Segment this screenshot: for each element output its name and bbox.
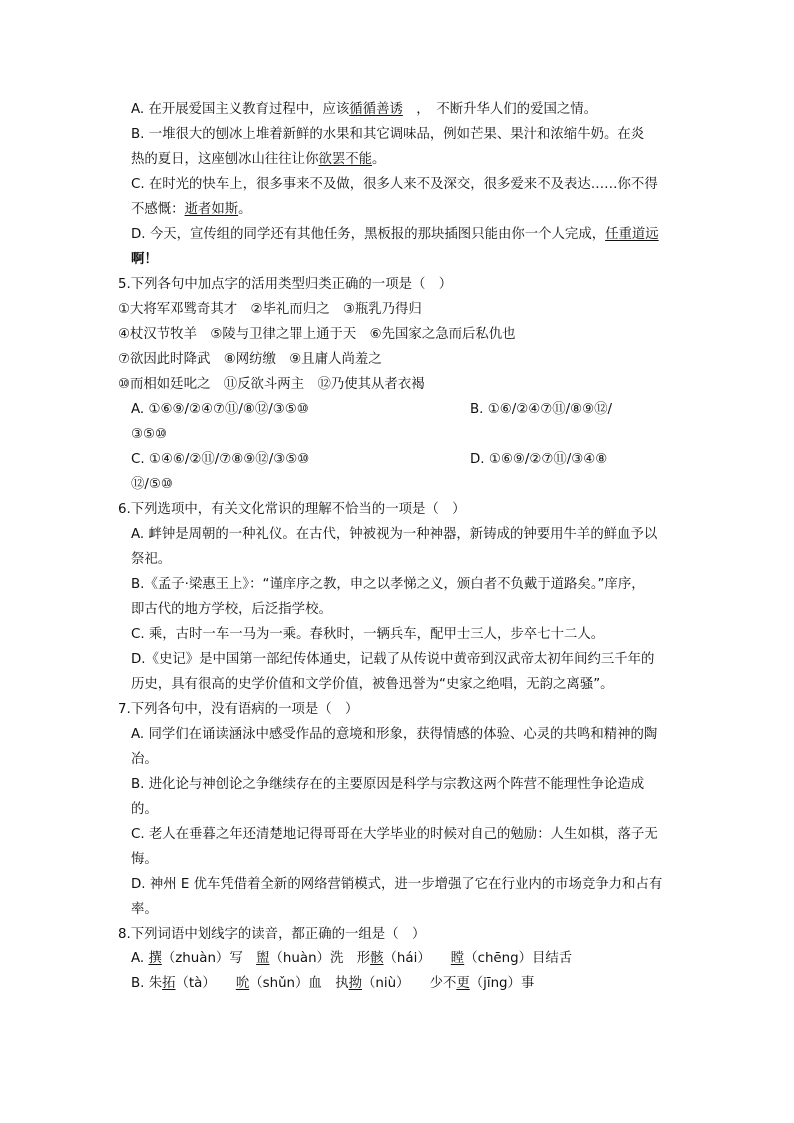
- q8-b-w4-rest: （jīng）事: [469, 976, 535, 991]
- q6-option-b-line1: B.《孟子·梁惠王上》：“谨庠序之教，申之以孝悌之义，颁白者不负戴于道路矣。”庠序，: [131, 577, 645, 592]
- q4-b-underlined: 欲罢不能: [318, 152, 373, 167]
- q8-b-w3-pre: 执: [335, 976, 349, 991]
- q8-a-w3-pre: 形: [356, 951, 371, 966]
- q7-option-a-line2: 冶。: [131, 752, 158, 767]
- q4-d-prefix: D. 今天，宣传组的同学还有其他任务，黑板报的那块插图只能由你一个人完成，: [131, 227, 606, 242]
- q7-option-b-line1: B. 进化论与神创论之争继续存在的主要原因是科学与宗教这两个阵营不能理性争论造成: [131, 777, 645, 792]
- q4-d-underlined: 任重道远: [605, 227, 659, 242]
- q4-c-prefix: 不感慨：: [131, 202, 185, 217]
- q8-a-w2-rest: （huàn）洗: [269, 951, 344, 966]
- q4-b-prefix: 热的夏日，这座刨冰山往往让你: [131, 152, 319, 167]
- q6-option-d-line2: 历史，具有很高的史学价值和文学价值，被鲁迅誉为“史家之绝唱，无韵之离骚”。: [131, 677, 614, 692]
- q6-option-a-line1: A. 衅钟是周朝的一种礼仪。在古代，钟被视为一种神器，新铸成的钟要用牛羊的鲜血予以: [131, 527, 658, 542]
- q8-b-w2-char: 吮: [235, 976, 250, 991]
- q8-a-w1-char: 撰: [148, 951, 162, 966]
- q8-a-label: A.: [131, 951, 145, 966]
- q8-stem: 8.下列词语中划线字的读音，都正确的一组是（ ）: [118, 927, 426, 942]
- q6-option-a-line2: 祭祀。: [131, 552, 172, 567]
- q5-stem: 5.下列各句中加点字的活用类型归类正确的一项是（ ）: [118, 277, 453, 292]
- q8-b-w4-pre: 少不: [429, 976, 457, 991]
- q6-stem: 6.下列选项中，有关文化常识的理解不恰当的一项是（ ）: [118, 502, 466, 517]
- q4-c-suffix: 。: [238, 202, 252, 217]
- q8-b-w1-char: 拓: [162, 976, 176, 991]
- q8-b-w2-rest: （shǔn）血: [249, 976, 322, 991]
- q4-option-b-line1: B. 一堆很大的刨冰上堆着新鲜的水果和其它调味品，例如芒果、果汁和浓缩牛奶。在炎: [131, 127, 645, 142]
- q8-option-a: [131, 949, 572, 969]
- q5-option-c: C. ①④⑥/②⑪/⑦⑧⑨⑫/③⑤⑩: [131, 452, 310, 467]
- q5-option-a: A. ①⑥⑨/②④⑦⑪/⑧⑫/③⑤⑩: [131, 402, 309, 417]
- q4-option-a: [131, 100, 597, 120]
- q8-b-w1-rest: （tà）: [175, 976, 210, 991]
- q5-sentences-row4: ⑩而相如廷叱之 ⑪反欲斗两主 ⑫乃使其从者衣褐: [118, 377, 425, 392]
- q4-option-d-line1: [131, 225, 659, 245]
- q7-option-b-line2: 的。: [131, 802, 158, 817]
- q8-a-w1-rest: （zhuàn）写: [161, 951, 243, 966]
- q8-a-w2-char: 盥: [256, 951, 270, 966]
- q8-b-w3-char: 拗: [348, 976, 362, 991]
- q7-stem: 7.下列各句中，没有语病的一项是（ ）: [118, 702, 359, 717]
- q6-option-d-line1: D.《史记》是中国第一部纪传体通史，记载了从传说中黄帝到汉武帝太初年间约三千年的: [131, 652, 655, 667]
- q8-b-w3-rest: （niù）: [362, 976, 403, 991]
- q8-a-w4-char: 瞠: [450, 951, 465, 966]
- q6-option-b-line2: 即古代的地方学校，后泛指学校。: [131, 602, 332, 617]
- q8-b-label: B.: [131, 976, 145, 991]
- q8-a-w3-char: 骸: [370, 951, 384, 966]
- q5-option-d-line2: ⑫/⑤⑩: [131, 477, 173, 492]
- q5-sentences-row1: ①大将军邓骘奇其才 ②毕礼而归之 ③瓶乳乃得归: [118, 302, 422, 317]
- q4-option-c-line1: C. 在时光的快车上，很多事来不及做，很多人来不及深交，很多爱来不及表达……你不得: [131, 177, 658, 192]
- q5-sentences-row3: ⑦欲因此时降武 ⑧网纺缴 ⑨且庸人尚羞之: [118, 352, 382, 367]
- q7-option-d-line1: D. 神州 E 优车凭借着全新的网络营销模式，进一步增强了它在行业内的市场竞争力和占有: [131, 877, 663, 892]
- q4-c-underlined: 逝者如斯: [184, 202, 239, 217]
- q4-a-prefix: A. 在开展爱国主义教育过程中，应该: [131, 102, 350, 117]
- q4-a-suffix: ， 不断升华人们的爱国之情。: [402, 102, 598, 117]
- q8-a-w3-rest: （hái）: [383, 951, 425, 966]
- q7-option-a-line1: A. 同学们在诵读涵泳中感受作品的意境和形象，获得情感的体验、心灵的共鸣和精神的陶: [131, 727, 658, 742]
- q7-option-c-line1: C. 老人在垂暮之年还清楚地记得哥哥在大学毕业的时候对自己的勉励：人生如棋，落子无: [131, 827, 658, 842]
- q5-option-d-line1: D. ①⑥⑨/②⑦⑪/③④⑧: [470, 452, 608, 467]
- q5-option-b-line2: ③⑤⑩: [131, 427, 168, 442]
- q4-option-d-line2: 啊！: [131, 252, 158, 267]
- q5-sentences-row2: ④杖汉节牧羊 ⑤陵与卫律之罪上通于天 ⑥先国家之急而后私仇也: [118, 327, 516, 342]
- q8-b-w1-pre: 朱: [148, 976, 163, 991]
- q7-option-c-line2: 悔。: [131, 852, 158, 867]
- q7-option-d-line2: 率。: [131, 902, 158, 917]
- q8-b-w4-char: 更: [456, 976, 470, 991]
- q4-option-b-line2: [131, 150, 385, 170]
- q8-a-w4-rest: （chēng）目结舌: [464, 951, 573, 966]
- q4-a-underlined: 循循善诱: [349, 102, 403, 117]
- q6-option-c: C. 乘，古时一车一马为一乘。春秋时，一辆兵车，配甲士三人，步卒七十二人。: [131, 627, 605, 642]
- q4-option-c-line2: [131, 200, 252, 220]
- q5-option-b-line1: B. ①⑥/②④⑦⑪/⑧⑨⑫/: [470, 402, 613, 417]
- q8-option-b: [131, 974, 534, 994]
- q4-b-suffix: 。: [372, 152, 386, 167]
